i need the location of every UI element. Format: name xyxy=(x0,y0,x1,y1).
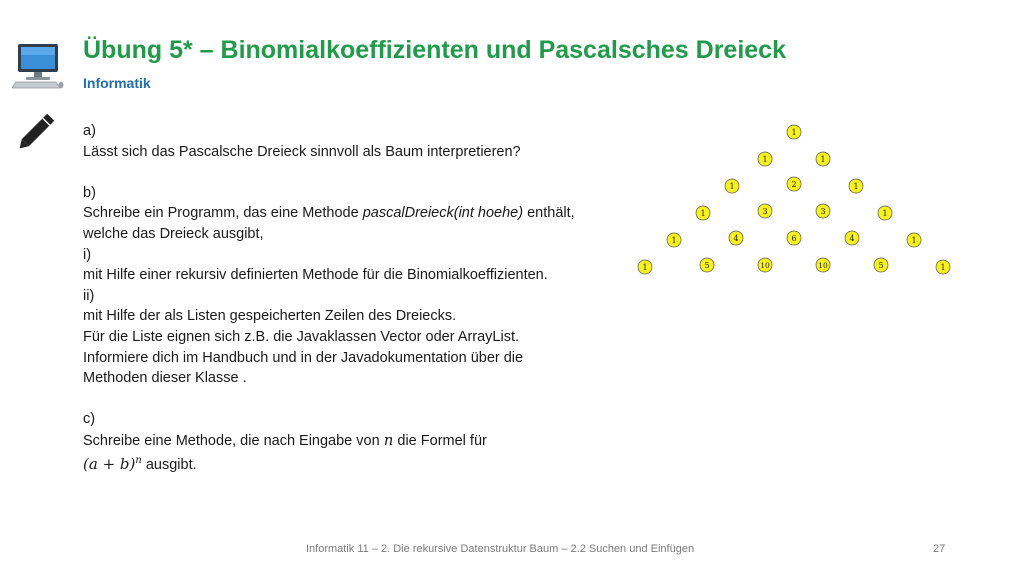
triangle-node xyxy=(725,179,739,193)
triangle-node-value: 1 xyxy=(700,209,706,218)
triangle-node xyxy=(816,204,830,218)
task-c-line1 xyxy=(83,430,623,451)
triangle-node xyxy=(787,177,801,191)
task-c-line2-post: ausgibt. xyxy=(141,456,197,473)
triangle-node xyxy=(849,179,863,193)
triangle-node-value: 1 xyxy=(671,236,677,245)
triangle-node xyxy=(758,204,772,218)
triangle-node-value: 3 xyxy=(762,207,768,216)
triangle-node-value: 10 xyxy=(760,261,770,270)
task-bii-label: ii) xyxy=(83,287,95,304)
triangle-node-value: 5 xyxy=(878,261,884,270)
pascal-triangle xyxy=(630,118,970,283)
triangle-node xyxy=(816,152,830,166)
task-bi-label: i) xyxy=(83,246,92,263)
triangle-node xyxy=(936,260,950,274)
task-c-line1-pre: Schreibe eine Methode, die nach Eingabe von xyxy=(83,432,384,449)
task-text xyxy=(83,121,623,471)
triangle-node xyxy=(816,258,830,272)
triangle-node xyxy=(878,206,892,220)
task-bii-line4: Methoden dieser Klasse . xyxy=(83,370,247,387)
triangle-node xyxy=(874,258,888,272)
triangle-node xyxy=(696,206,710,220)
task-c-line1-post: die Formel für xyxy=(393,432,487,449)
task-b-label: b) xyxy=(83,184,96,201)
footer-text: Informatik 11 – 2. Die rekursive Datenstruktur Baum – 2.2 Suchen und Einfügen xyxy=(306,543,695,555)
triangle-node-value: 2 xyxy=(791,180,797,189)
formula-base: (a + b) xyxy=(83,454,136,473)
triangle-node-value: 4 xyxy=(849,234,855,243)
triangle-node-value: 1 xyxy=(762,155,768,164)
task-b-line1-pre: Schreibe ein Programm, das eine Methode xyxy=(83,205,363,222)
triangle-node-value: 1 xyxy=(729,182,735,191)
triangle-node xyxy=(907,233,921,247)
triangle-node-value: 1 xyxy=(820,155,826,164)
triangle-node-value: 1 xyxy=(940,263,946,272)
triangle-node-value: 1 xyxy=(911,236,917,245)
page-number: 27 xyxy=(933,543,946,555)
task-a-label: a) xyxy=(83,123,96,139)
triangle-node-value: 1 xyxy=(853,182,859,191)
triangle-node xyxy=(845,231,859,245)
pencil-icon xyxy=(16,108,60,152)
triangle-node-value: 4 xyxy=(733,234,739,243)
triangle-node xyxy=(729,231,743,245)
triangle-node xyxy=(758,258,772,272)
task-b-line1-post: enthält, xyxy=(523,205,575,222)
task-c-line2 xyxy=(83,451,623,472)
task-bii-line2: Für die Liste eignen sich z.B. die Javaklassen Vector oder ArrayList. xyxy=(83,328,520,345)
triangle-node-value: 1 xyxy=(882,209,888,218)
triangle-node-value: 1 xyxy=(791,128,797,137)
task-b-line1 xyxy=(83,203,623,224)
task-c-label: c) xyxy=(83,411,96,428)
triangle-node-value: 5 xyxy=(704,261,710,270)
formula-exponent: n xyxy=(135,454,142,466)
triangle-node xyxy=(787,125,801,139)
triangle-node-value: 6 xyxy=(791,234,797,243)
task-bi-text: mit Hilfe einer rekursiv definierten Methode für die Binomialkoeffizienten. xyxy=(83,267,548,284)
triangle-node xyxy=(667,233,681,247)
triangle-node xyxy=(758,152,772,166)
computer-icon xyxy=(12,42,64,90)
task-b-line2: welche das Dreieck ausgibt, xyxy=(83,225,264,242)
slide-title: Übung 5* – Binomialkoeffizienten und Pascalsches Dreieck xyxy=(83,36,786,64)
task-bii-line3: Informiere dich im Handbuch und in der Javadokumentation über die xyxy=(83,349,524,366)
triangle-node xyxy=(700,258,714,272)
formula xyxy=(83,455,142,473)
triangle-node-value: 10 xyxy=(818,261,828,270)
triangle-node xyxy=(787,231,801,245)
triangle-node xyxy=(638,260,652,274)
triangle-node-value: 1 xyxy=(642,263,648,272)
task-bii-text: mit Hilfe der als Listen gespeicherten Zeilen des Dreiecks. xyxy=(83,308,457,325)
task-a-text: Lässt sich das Pascalsche Dreieck sinnvoll als Baum interpretieren? xyxy=(83,143,521,160)
slide-subtitle: Informatik xyxy=(83,75,151,91)
triangle-node-value: 3 xyxy=(820,207,826,216)
method-signature: pascalDreieck(int hoehe) xyxy=(362,205,524,222)
variable-n: n xyxy=(383,430,394,449)
